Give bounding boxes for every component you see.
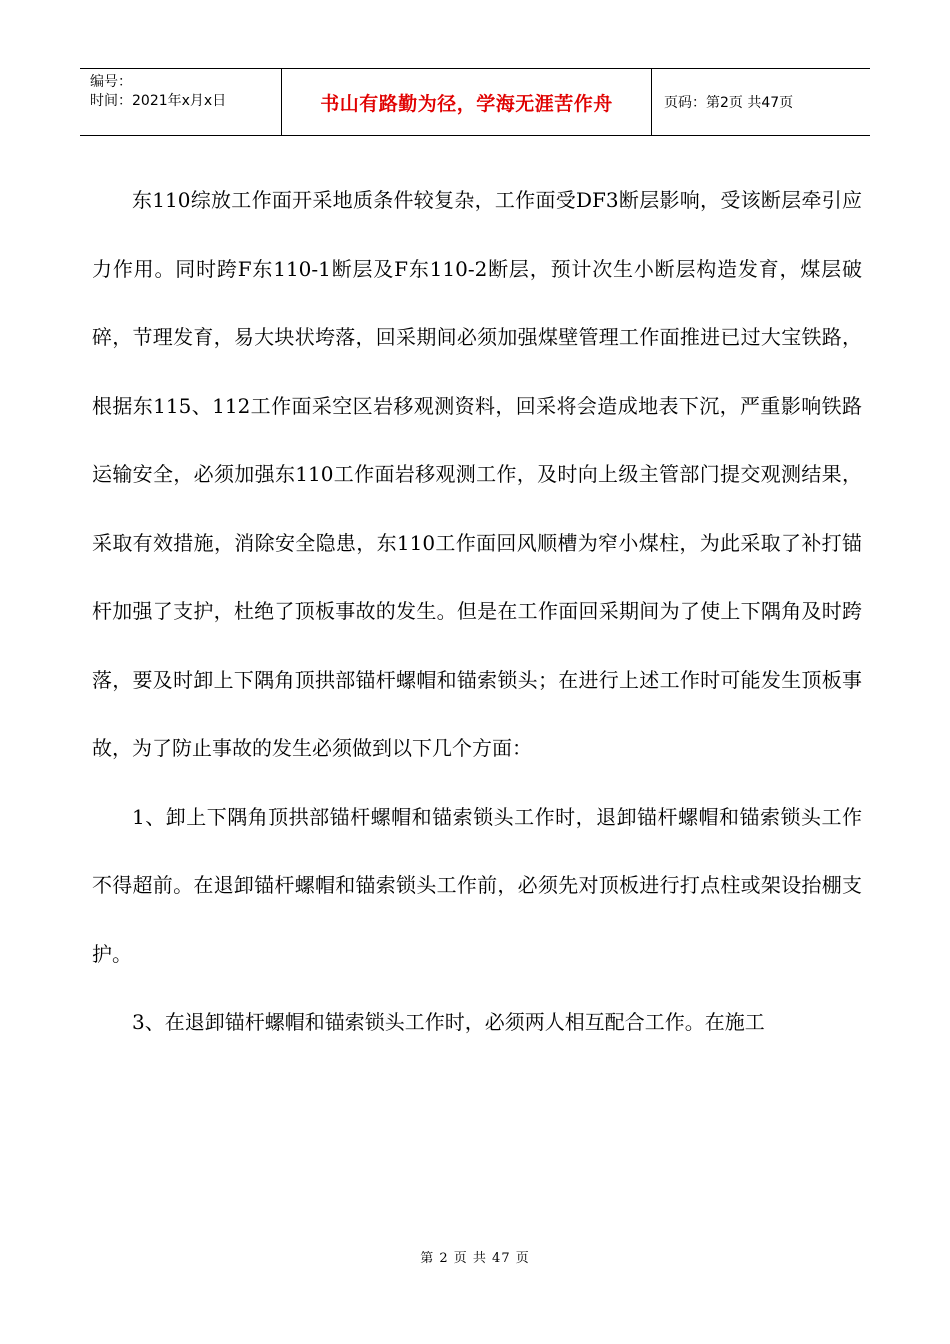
body-paragraph: 东110综放工作面开采地质条件较复杂，工作面受DF3断层影响，受该断层牵引应力作用。同时跨F东110-1断层及F东110-2断层，预计次生小断层构造发育，煤层破碎，节理发育，易大块状垮落，回采期间必须加强煤壁管理工作面推进已过大宝铁路，根据东115、112工作面采空区岩移观测资料，回采将会造成地表下沉，严重影响铁路运输安全，必须加强东110工作面岩移观测工作，及时向上级主管部门提交观测结果，采取有效措施，消除安全隐患，东110工作面回风顺槽为窄小煤柱，为此采取了补打锚杆加强了支护，杜绝了顶板事故的发生。但是在工作面回采期间为了使上下隅角及时跨落，要及时卸上下隅角顶拱部锚杆螺帽和锚索锁头；在进行上述工作时可能发生顶板事故，为了防止事故的发生必须做到以下几个方面：	[92, 188, 862, 760]
header-meta-cell	[80, 69, 282, 135]
page-footer: 第 2 页 共 47 页	[420, 1251, 530, 1266]
body-paragraph: 1、卸上下隅角顶拱部锚杆螺帽和锚索锁头工作时，退卸锚杆螺帽和锚索锁头工作不得超前。在退卸锚杆螺帽和锚索锁头工作前，必须先对顶板进行打点柱或架设抬棚支护。	[92, 804, 862, 966]
date-label: 时间：2021年x月x日	[90, 93, 227, 109]
document-header	[80, 68, 870, 136]
document-body	[92, 166, 862, 1057]
header-motto: 书山有路勤为径，学海无涯苦作舟	[282, 69, 652, 135]
header-page-info: 页码：第2页 共47页	[664, 95, 794, 111]
serial-number-label: 编号：	[90, 74, 132, 90]
body-paragraph: 3、在退卸锚杆螺帽和锚索锁头工作时，必须两人相互配合工作。在施工	[132, 1010, 765, 1034]
